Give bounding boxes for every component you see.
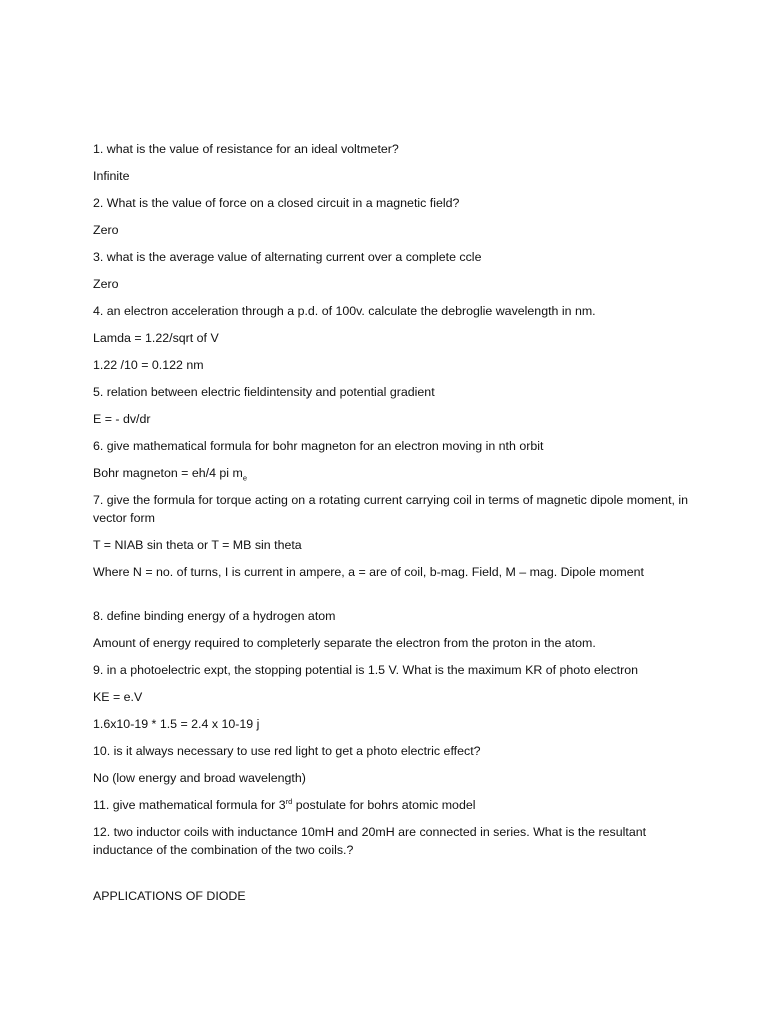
question-10: 10. is it always necessary to use red light to get a photo electric effect?: [93, 744, 481, 758]
question-7: 7. give the formula for torque acting on a rotating current carrying coil in terms of magnetic dipole moment, in vector form: [93, 493, 689, 525]
answer-6-text: Bohr magneton = eh/4 pi m: [93, 466, 243, 480]
question-8: 8. define binding energy of a hydrogen atom: [93, 609, 336, 623]
document-page: [93, 141, 693, 915]
answer-2: Zero: [93, 223, 119, 237]
answer-5: E = - dv/dr: [93, 412, 151, 426]
section-heading: APPLICATIONS OF DIODE: [93, 889, 246, 903]
question-3: 3. what is the average value of alternating current over a complete ccle: [93, 250, 482, 264]
answer-4-formula: Lamda = 1.22/sqrt of V: [93, 331, 219, 345]
answer-8: Amount of energy required to completerly separate the electron from the proton in the atom.: [93, 636, 596, 650]
answer-9-result: 1.6x10-19 * 1.5 = 2.4 x 10-19 j: [93, 717, 260, 731]
question-12: 12. two inductor coils with inductance 10mH and 20mH are connected in series. What is the resultant inductance of the combination of the two coils.?: [93, 825, 647, 857]
question-9: 9. in a photoelectric expt, the stopping potential is 1.5 V. What is the maximum KR of photo electron: [93, 663, 639, 677]
answer-7-formula: T = NIAB sin theta or T = MB sin theta: [93, 537, 302, 552]
answer-7-legend: Where N = no. of turns, I is current in ampere, a = are of coil, b-mag. Field, M – mag. Dipole moment: [93, 564, 644, 579]
question-11-superscript: rd: [285, 796, 293, 806]
answer-1: Infinite: [93, 169, 130, 183]
question-6: 6. give mathematical formula for bohr magneton for an electron moving in nth orbit: [93, 439, 544, 453]
question-2: 2. What is the value of force on a closed circuit in a magnetic field?: [93, 196, 460, 210]
answer-6-subscript: e: [242, 473, 247, 483]
question-5: 5. relation between electric fieldintensity and potential gradient: [93, 385, 435, 399]
question-11-start: 11. give mathematical formula for 3: [93, 798, 286, 812]
question-11-end: postulate for bohrs atomic model: [292, 798, 476, 812]
answer-9-formula: KE = e.V: [93, 690, 143, 704]
answer-3: Zero: [93, 277, 119, 291]
answer-10: No (low energy and broad wavelength): [93, 771, 306, 785]
question-4: 4. an electron acceleration through a p.d. of 100v. calculate the debroglie wavelength in nm.: [93, 304, 596, 318]
answer-4-result: 1.22 /10 = 0.122 nm: [93, 358, 204, 372]
question-11: [93, 797, 693, 815]
answer-6: [93, 465, 693, 483]
question-1: 1. what is the value of resistance for an ideal voltmeter?: [93, 142, 399, 156]
